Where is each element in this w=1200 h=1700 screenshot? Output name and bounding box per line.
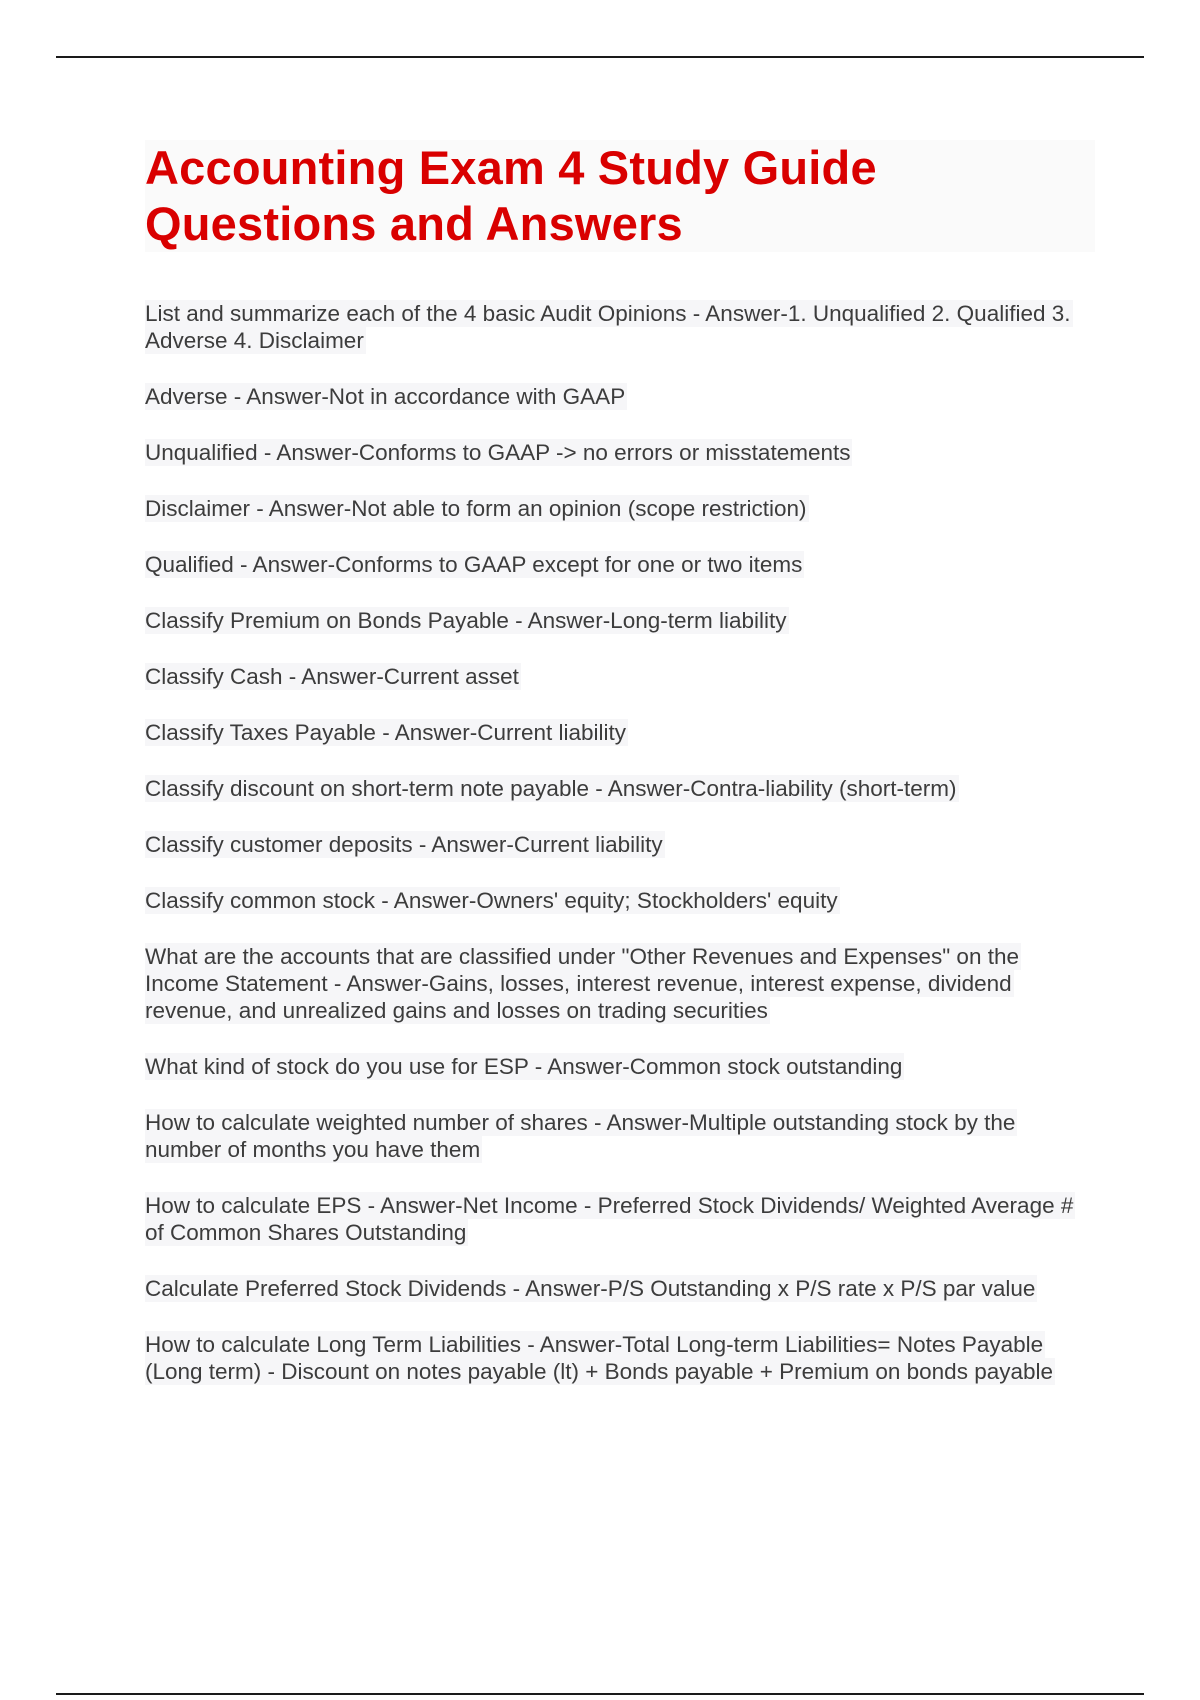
qa-item — [145, 495, 1095, 522]
qa-text: Calculate Preferred Stock Dividends - Answer-P/S Outstanding x P/S rate x P/S par value — [145, 1276, 1036, 1301]
qa-text: Disclaimer - Answer-Not able to form an opinion (scope restriction) — [145, 496, 807, 521]
qa-text: How to calculate EPS - Answer-Net Income - Preferred Stock Dividends/ Weighted Average # of Common Shares Outstanding — [145, 1193, 1074, 1245]
title-line-2: Questions and Answers — [145, 197, 683, 250]
qa-item — [145, 1109, 1095, 1163]
qa-item — [145, 719, 1095, 746]
qa-item — [145, 1331, 1095, 1385]
qa-text: How to calculate weighted number of shares - Answer-Multiple outstanding stock by the number of months you have them — [145, 1110, 1016, 1162]
document-body — [145, 140, 1095, 1414]
qa-text: How to calculate Long Term Liabilities - Answer-Total Long-term Liabilities= Notes Payable (Long term) - Discount on notes payable (lt) + Bonds payable + Premium on bonds payable — [145, 1332, 1054, 1384]
document-title — [145, 140, 1095, 252]
qa-text: Classify Taxes Payable - Answer-Current liability — [145, 720, 627, 745]
qa-item — [145, 439, 1095, 466]
qa-item — [145, 775, 1095, 802]
qa-text: Classify Premium on Bonds Payable - Answer-Long-term liability — [145, 608, 787, 633]
qa-text: Classify customer deposits - Answer-Current liability — [145, 832, 663, 857]
title-block — [145, 140, 1095, 252]
qa-text: Classify discount on short-term note payable - Answer-Contra-liability (short-term) — [145, 776, 957, 801]
qa-item — [145, 943, 1095, 1024]
qa-text: List and summarize each of the 4 basic Audit Opinions - Answer-1. Unqualified 2. Qualified 3. Adverse 4. Disclaimer — [145, 301, 1071, 353]
qa-item — [145, 1053, 1095, 1080]
qa-item — [145, 1275, 1095, 1302]
top-rule — [56, 56, 1144, 58]
qa-text: Classify Cash - Answer-Current asset — [145, 664, 519, 689]
qa-item — [145, 300, 1095, 354]
qa-item — [145, 887, 1095, 914]
qa-text: What kind of stock do you use for ESP - Answer-Common stock outstanding — [145, 1054, 903, 1079]
qa-list — [145, 300, 1095, 1385]
qa-item — [145, 831, 1095, 858]
qa-text: Adverse - Answer-Not in accordance with GAAP — [145, 384, 626, 409]
qa-item — [145, 663, 1095, 690]
qa-item — [145, 1192, 1095, 1246]
qa-text: Classify common stock - Answer-Owners' equity; Stockholders' equity — [145, 888, 838, 913]
title-line-1: Accounting Exam 4 Study Guide — [145, 141, 877, 194]
qa-item — [145, 607, 1095, 634]
qa-item — [145, 383, 1095, 410]
qa-item — [145, 551, 1095, 578]
qa-text: Qualified - Answer-Conforms to GAAP except for one or two items — [145, 552, 803, 577]
qa-text: Unqualified - Answer-Conforms to GAAP -> no errors or misstatements — [145, 440, 851, 465]
bottom-rule — [56, 1693, 1144, 1695]
qa-text: What are the accounts that are classified under "Other Revenues and Expenses" on the Income Statement - Answer-Gains, losses, interest revenue, interest expense, dividend revenue, and unrealized gains and losses on trading securities — [145, 944, 1019, 1023]
